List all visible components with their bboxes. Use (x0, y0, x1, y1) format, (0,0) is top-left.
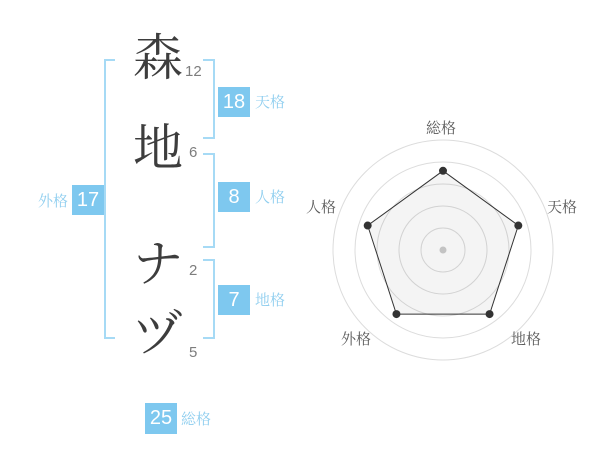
chikaku-value-badge: 7 (218, 285, 250, 315)
stroke-count-2: 6 (189, 144, 198, 161)
soukaku-value-badge: 25 (145, 403, 177, 434)
name-char-4: ヅ (133, 306, 183, 362)
stroke-count-1: 12 (185, 63, 202, 80)
jinkaku-bracket (203, 153, 215, 248)
radar-axis-label-gaikaku: 外格 (341, 331, 372, 348)
chikaku-label: 地格 (255, 292, 286, 309)
jinkaku-label: 人格 (255, 189, 286, 206)
name-char-3: ナ (133, 236, 183, 292)
radar-axis-label-jinkaku: 人格 (306, 199, 337, 216)
soukaku-label: 総格 (181, 411, 212, 428)
chikaku-bracket (203, 259, 215, 339)
gaikaku-label: 外格 (38, 193, 69, 210)
jinkaku-value-badge: 8 (218, 182, 250, 212)
tenkaku-label: 天格 (255, 94, 286, 111)
name-char-2: 地 (133, 120, 183, 176)
stroke-count-4: 5 (189, 344, 198, 361)
radar-axis-label-soukaku: 総格 (426, 120, 457, 137)
gaikaku-value-badge: 17 (72, 185, 104, 215)
name-char-1: 森 (133, 30, 183, 86)
tenkaku-value-badge: 18 (218, 87, 250, 117)
radar-axis-label-tenkaku: 天格 (547, 199, 578, 216)
gaikaku-bracket (104, 59, 115, 339)
radar-axis-label-chikaku: 地格 (511, 331, 542, 348)
tenkaku-bracket (203, 59, 215, 139)
stroke-count-3: 2 (189, 262, 198, 279)
